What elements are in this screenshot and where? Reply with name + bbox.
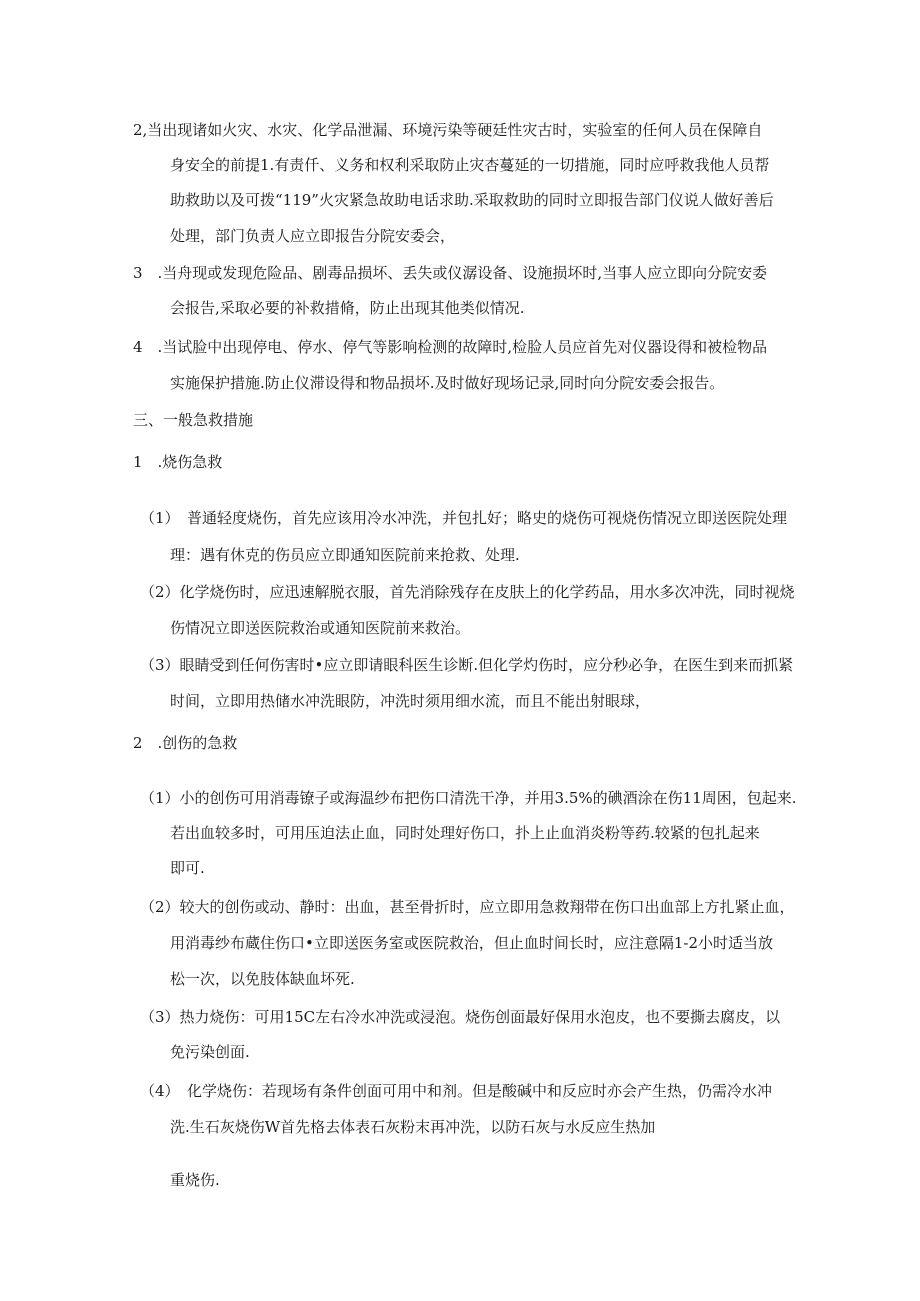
item-1-2-line-2: 伤情况立即送医院救治或通知医院前来救治。 bbox=[170, 619, 471, 637]
paragraph-2-line-3: 助救助以及可拨“119”火灾紧急故助电话求助.采取救助的同时立即报告部门仪说人做好善后 bbox=[170, 191, 774, 209]
item-2-2-line-3: 松一次，以免肢体缺血坏死. bbox=[170, 970, 355, 988]
subsection-2-heading: 2 .创伤的急救 bbox=[133, 734, 238, 752]
paragraph-2-line-4: 处理，部门负责人应立即报告分院安委会， bbox=[170, 227, 456, 245]
item-2-1-line-1: （1）小的创伤可用消毒镣子或海温纱布把伤口清洗干净，并用3.5%的碘酒涂在伤11周困，包起来. bbox=[140, 789, 797, 807]
paragraph-3-line-1: 3 .当舟现或发现危险品、剧毒品损坏、丢失或仪潺设备、设施损坏时,当事人应立即向分院安委 bbox=[133, 264, 768, 282]
item-2-4-line-1: （4） 化学烧伤：若现场有条件创面可用中和剂。但是酸碱中和反应时亦会产生热，仍需冷水冲 bbox=[140, 1082, 773, 1100]
item-2-3-line-1: （3）热力烧伤：可用15C左右冷水冲洗或浸泡。烧伤创面最好保用水泡皮，也不要撕去腐皮，以 bbox=[140, 1008, 781, 1026]
paragraph-2-line-1: 2,当出现诸如火灾、水灾、化学品泄漏、环境污染等硬廷性灾古时，实验室的任何人员在保障自 bbox=[133, 121, 763, 139]
item-2-2-line-2: 用消毒纱布蔵住伤口•立即送医务室或医院救治，但止血时间长时，应注意隔1-2小时适当放 bbox=[170, 934, 774, 952]
item-1-1-line-2: 理：遇有休克的伤员应立即通知医院前来抢救、处理. bbox=[170, 546, 520, 564]
paragraph-4-line-2: 实施保护措施.防止仪滞设得和物品损坏.及时做好现场记录,同时向分院安委会报告。 bbox=[170, 374, 725, 392]
item-2-1-line-2: 若出血较多时，可用压迫法止血，同时处理好伤口，扑上止血消炎粉等药.较紧的包扎起来 bbox=[170, 824, 760, 842]
item-1-1-line-1: （1） 普通轻度烧伤，首先应该用冷水冲洗，并包扎好；略史的烧伤可视烧伤情况立即送医院处理 bbox=[140, 509, 788, 527]
item-2-3-line-2: 免污染创面. bbox=[170, 1043, 250, 1061]
section-heading-3: 三、一般急救措施 bbox=[133, 411, 254, 429]
item-2-1-line-3: 即可. bbox=[170, 859, 205, 877]
paragraph-3-line-2: 会报告,采取必要的补救措脩，防止出现其他类似情况. bbox=[170, 299, 525, 317]
item-2-4-line-2: 洗.生石灰烧伤W首先格去体表石灰粉末再冲洗，以防石灰与水反应生热加 bbox=[170, 1118, 656, 1136]
item-2-4-line-3: 重烧伤. bbox=[170, 1171, 220, 1189]
item-2-2-line-1: （2）较大的创伤或动、静时：出血，甚至骨折时，应立即用急救翔带在伤口出血部上方扎紧止血， bbox=[140, 898, 795, 916]
paragraph-2-line-2: 身安全的前提1.有责仟、义务和权利采取防止灾杏蔓延的一切措施，同时应呼救我他人员帮 bbox=[170, 156, 770, 174]
paragraph-4-line-1: 4 .当试脸中出现停电、停水、停气等影响检测的故障时,检脸人员应首先对仪器设得和被检物品 bbox=[133, 338, 768, 356]
item-1-3-line-2: 时间，立即用热储水冲洗眼防，冲洗时须用细水流，而且不能出射眼球， bbox=[170, 692, 651, 710]
item-1-3-line-1: （3）眼睛受到任何伤害时•应立即请眼科医生诊断.但化学灼伤时，应分秒必争，在医生到来而抓紧 bbox=[140, 656, 794, 674]
item-1-2-line-1: （2）化学烧伤时，应迅速解脱衣服，首先消除残存在皮肤上的化学药品，用水多次冲洗，同时视烧 bbox=[140, 583, 795, 601]
subsection-1-heading: 1 .烧伤急救 bbox=[133, 453, 223, 471]
